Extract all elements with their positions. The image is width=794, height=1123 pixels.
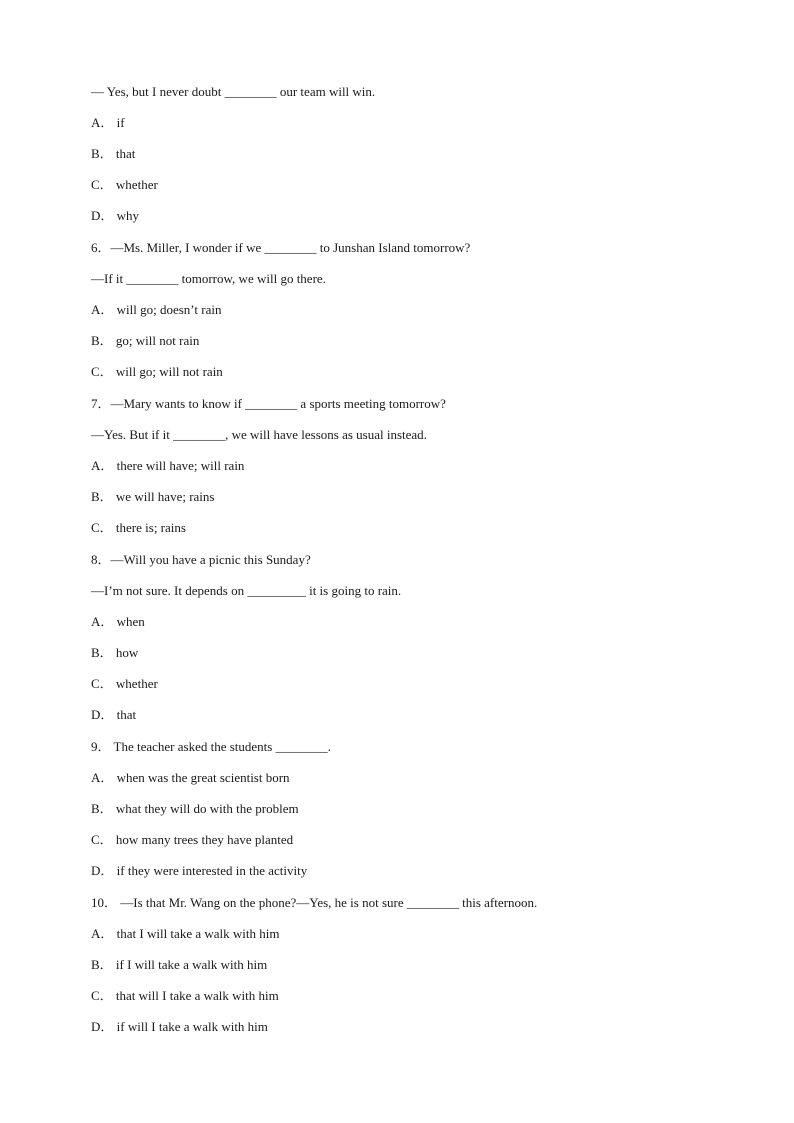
question-7-reply: —Yes. But if it ________, we will have lessons as usual instead. [91,427,427,442]
q10-option-a: A． that I will take a walk with him [91,926,280,941]
q6-option-c: C． will go; will not rain [91,364,223,379]
q10-option-b: B． if I will take a walk with him [91,957,268,972]
q8-option-a: A． when [91,614,145,629]
question-7-stem: 7．—Mary wants to know if ________ a sports meeting tomorrow? [91,396,446,411]
q8-option-d: D． that [91,707,137,722]
q5-option-a: A． if [91,115,125,130]
q6-option-a: A． will go; doesn’t rain [91,302,222,317]
q7-option-a: A． there will have; will rain [91,458,245,473]
q7-option-c: C． there is; rains [91,520,186,535]
q10-option-d: D． if will I take a walk with him [91,1019,268,1034]
question-10-stem: 10． —Is that Mr. Wang on the phone?—Yes, he is not sure ________ this afternoon. [91,895,538,910]
q7-option-b: B． we will have; rains [91,489,215,504]
q9-option-c: C． how many trees they have planted [91,832,294,847]
q5-option-c: C． whether [91,177,158,192]
q10-option-c: C． that will I take a walk with him [91,988,279,1003]
question-5-answer-line: — Yes, but I never doubt ________ our team will win. [91,84,376,99]
question-8-reply: —I’m not sure. It depends on _________ it is going to rain. [91,583,402,598]
q5-option-b: B． that [91,146,136,161]
question-9-stem: 9． The teacher asked the students ________. [91,739,331,754]
q9-option-a: A． when was the great scientist born [91,770,290,785]
question-8-stem: 8．—Will you have a picnic this Sunday? [91,552,311,567]
q6-option-b: B． go; will not rain [91,333,200,348]
q5-option-d: D． why [91,208,140,223]
question-6-reply: —If it ________ tomorrow, we will go there. [91,271,326,286]
question-6-stem: 6．—Ms. Miller, I wonder if we ________ to Junshan Island tomorrow? [91,240,471,255]
q9-option-b: B． what they will do with the problem [91,801,299,816]
q8-option-b: B． how [91,645,139,660]
q8-option-c: C． whether [91,676,158,691]
q9-option-d: D． if they were interested in the activity [91,863,308,878]
